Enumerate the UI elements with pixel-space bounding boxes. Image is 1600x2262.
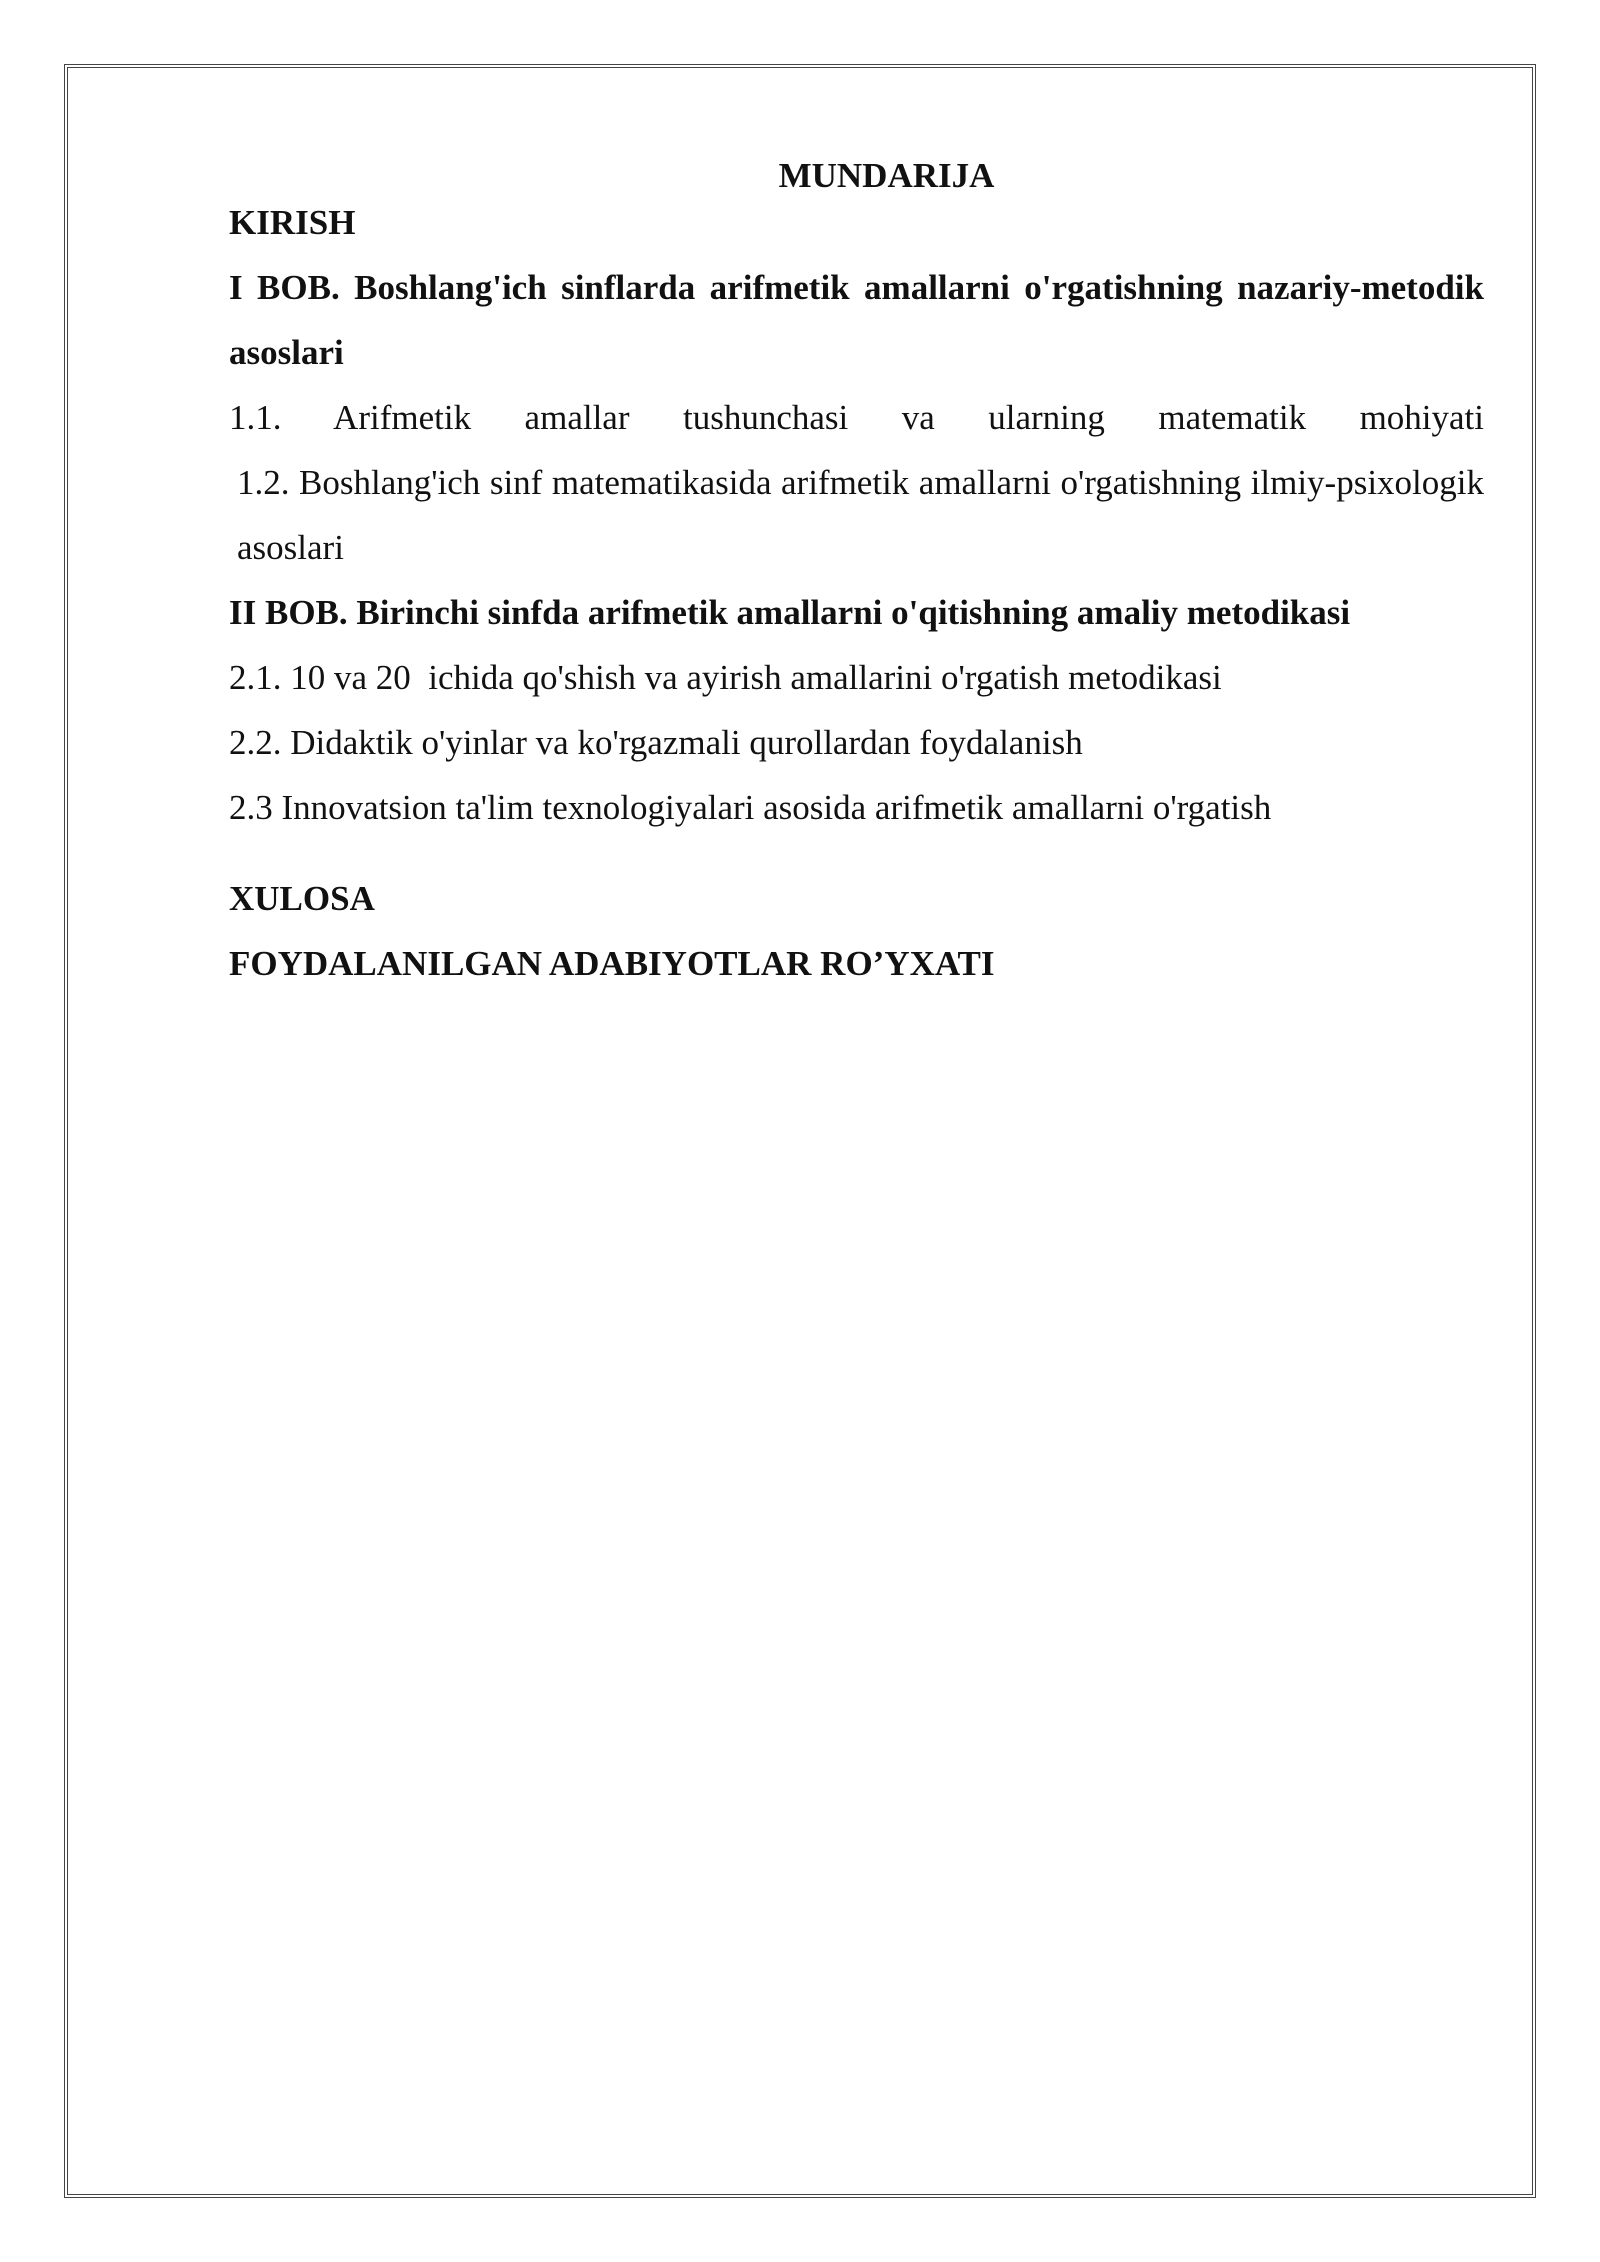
- toc-references: FOYDALANILGAN ADABIYOTLAR RO’YXATI: [229, 944, 995, 983]
- toc-section-1-1: 1.1. Arifmetik amallar tushunchasi va ularning matematik mohiyati: [229, 398, 1484, 437]
- toc-chapter-1-title: I BOB. Boshlang'ich sinflarda arifmetik amallarni o'rgatishning nazariy-metodik asoslari: [229, 268, 1484, 372]
- toc-section-1-2: 1.2. Boshlang'ich sinf matematikasida arifmetik amallarni o'rgatishning ilmiy-psixologik asoslari: [237, 463, 1484, 567]
- toc-intro: KIRISH: [229, 203, 356, 242]
- toc-title: MUNDARIJA: [778, 156, 995, 195]
- toc-conclusion: XULOSA: [229, 879, 375, 918]
- table-of-contents: [229, 150, 1484, 996]
- toc-section-2-2: 2.2. Didaktik o'yinlar va ko'rgazmali qurollardan foydalanish: [229, 723, 1083, 762]
- toc-section-2-1: 2.1. 10 va 20 ichida qo'shish va ayirish amallarini o'rgatish metodikasi: [229, 658, 1222, 697]
- toc-section-2-3: 2.3 Innovatsion ta'lim texnologiyalari asosida arifmetik amallarni o'rgatish: [229, 788, 1272, 827]
- toc-chapter-2-title: II BOB. Birinchi sinfda arifmetik amallarni o'qitishning amaliy metodikasi: [229, 593, 1351, 632]
